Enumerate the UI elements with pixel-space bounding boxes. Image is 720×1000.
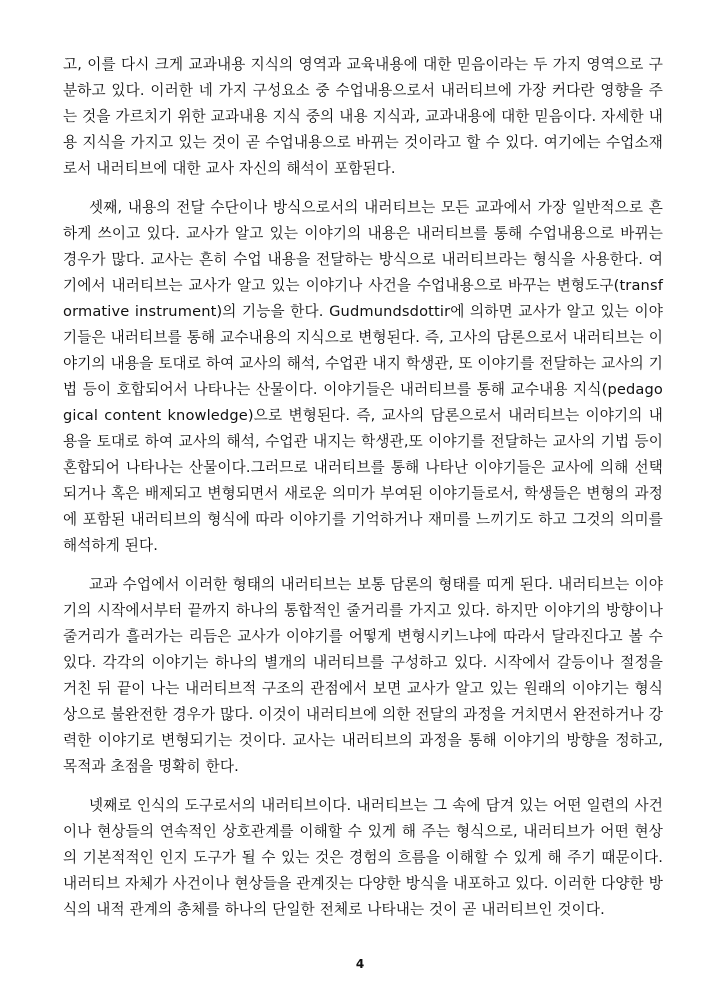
page-number: 4 (355, 957, 365, 971)
document-body (63, 52, 663, 923)
paragraph-fourth-cognition: 넷째로 인식의 도구로서의 내러티브이다. 내러티브는 그 속에 담겨 있는 어떤 일련의 사건이나 현상들의 연속적인 상호관계를 이해할 수 있게 해 주는 형식으로, 내러티브가 어떤 현상의 기본적적인 인지 도구가 될 수 있는 것은 경험의 흐름을 이해할 수 있게 해 주기 때문이다. 내러티브 자체가 사건이나 현상들을 관계짓는 다양한 방식을 내포하고 있다. 이러한 다양한 방식의 내적 관계의 총체를 하나의 단일한 전체로 나타내는 것이 곧 내러티브인 것이다. (63, 797, 663, 918)
paragraph-continued: 고, 이를 다시 크게 교과내용 지식의 영역과 교육내용에 대한 믿음이라는 두 가지 영역으로 구분하고 있다. 이러한 네 가지 구성요소 중 수업내용으로서 내러티브에 가장 커다란 영향을 주는 것을 가르치기 위한 교과내용 지식 중의 내용 지식과, 교과내용에 대한 믿음이다. 자세한 내용 지식을 가지고 있는 것이 곧 수업내용으로 바뀌는 것이라고 할 수 있다. 여기에는 수업소재로서 내러티브에 대한 교사 자신의 해석이 포함된다. (63, 56, 663, 177)
paragraph-gap (63, 182, 663, 195)
paragraph-gap (63, 780, 663, 793)
paragraph-discourse-form: 교과 수업에서 이러한 형태의 내러티브는 보통 담론의 형태를 띠게 된다. 내러티브는 이야기의 시작에서부터 끝까지 하나의 통합적인 줄거리를 가지고 있다. 하지만 이야기의 방향이나 줄거리가 흘러가는 리듬은 교사가 이야기를 어떻게 변형시키느냐에 따라서 달라진다고 볼 수 있다. 각각의 이야기는 하나의 별개의 내러티브를 구성하고 있다. 시작에서 갈등이나 절정을 거친 뒤 끝이 나는 내러티브적 구조의 관점에서 보면 교사가 알고 있는 원래의 이야기는 형식상으로 불완전한 경우가 많다. 이것이 내러티브에 의한 전달의 과정을 거치면서 완전하거나 강력한 이야기로 변형되기는 것이다. 교사는 내러티브의 과정을 통해 이야기의 방향을 정하고, 목적과 초점을 명확히 한다. (63, 576, 663, 775)
paragraph-gap (63, 559, 663, 572)
paragraph-third-narrative: 셋째, 내용의 전달 수단이나 방식으로서의 내러티브는 모든 교과에서 가장 일반적으로 흔하게 쓰이고 있다. 교사가 알고 있는 이야기의 내용은 내러티브를 통해 수업내용으로 바뀌는 경우가 많다. 교사는 흔히 수업 내용을 전달하는 방식으로 내러티브라는 형식을 사용한다. 여기에서 내러티브는 교사가 알고 있는 이야기나 사건을 수업내용으로 바꾸는 변형도구(transformative instrument)의 기능을 한다. Gudmundsdottir에 의하면 교사가 알고 있는 이야기들은 내러티브를 통해 교수내용의 지식으로 변형된다. 즉, 고사의 담론으로서 내러티브는 이야기의 내용을 토대로 하여 교사의 해석, 수업관 내지 학생관, 또 이야기를 전달하는 교사의 기법 등이 호합되어서 나타나는 산물이다. 이야기들은 내러티브를 통해 교수내용 지식(pedagogical content knowledge)으로 변형된다. 즉, 교사의 담론으로서 내러티브는 이야기의 내용을 토대로 하여 교사의 해석, 수업관 내지는 학생관,또 이야기를 전달하는 교사의 기법 등이 혼합되어 나타나는 산물이다.그러므로 내러티브를 통해 나타난 이야기들은 교사에 의해 선택되거나 혹은 배제되고 변형되면서 새로운 의미가 부여된 이야기들로서, 학생들은 변형의 과정에 포함된 내러티브의 형식에 따라 이야기를 기억하거나 재미를 느끼기도 하고 그것의 의미를 해석하게 된다. (63, 199, 663, 554)
